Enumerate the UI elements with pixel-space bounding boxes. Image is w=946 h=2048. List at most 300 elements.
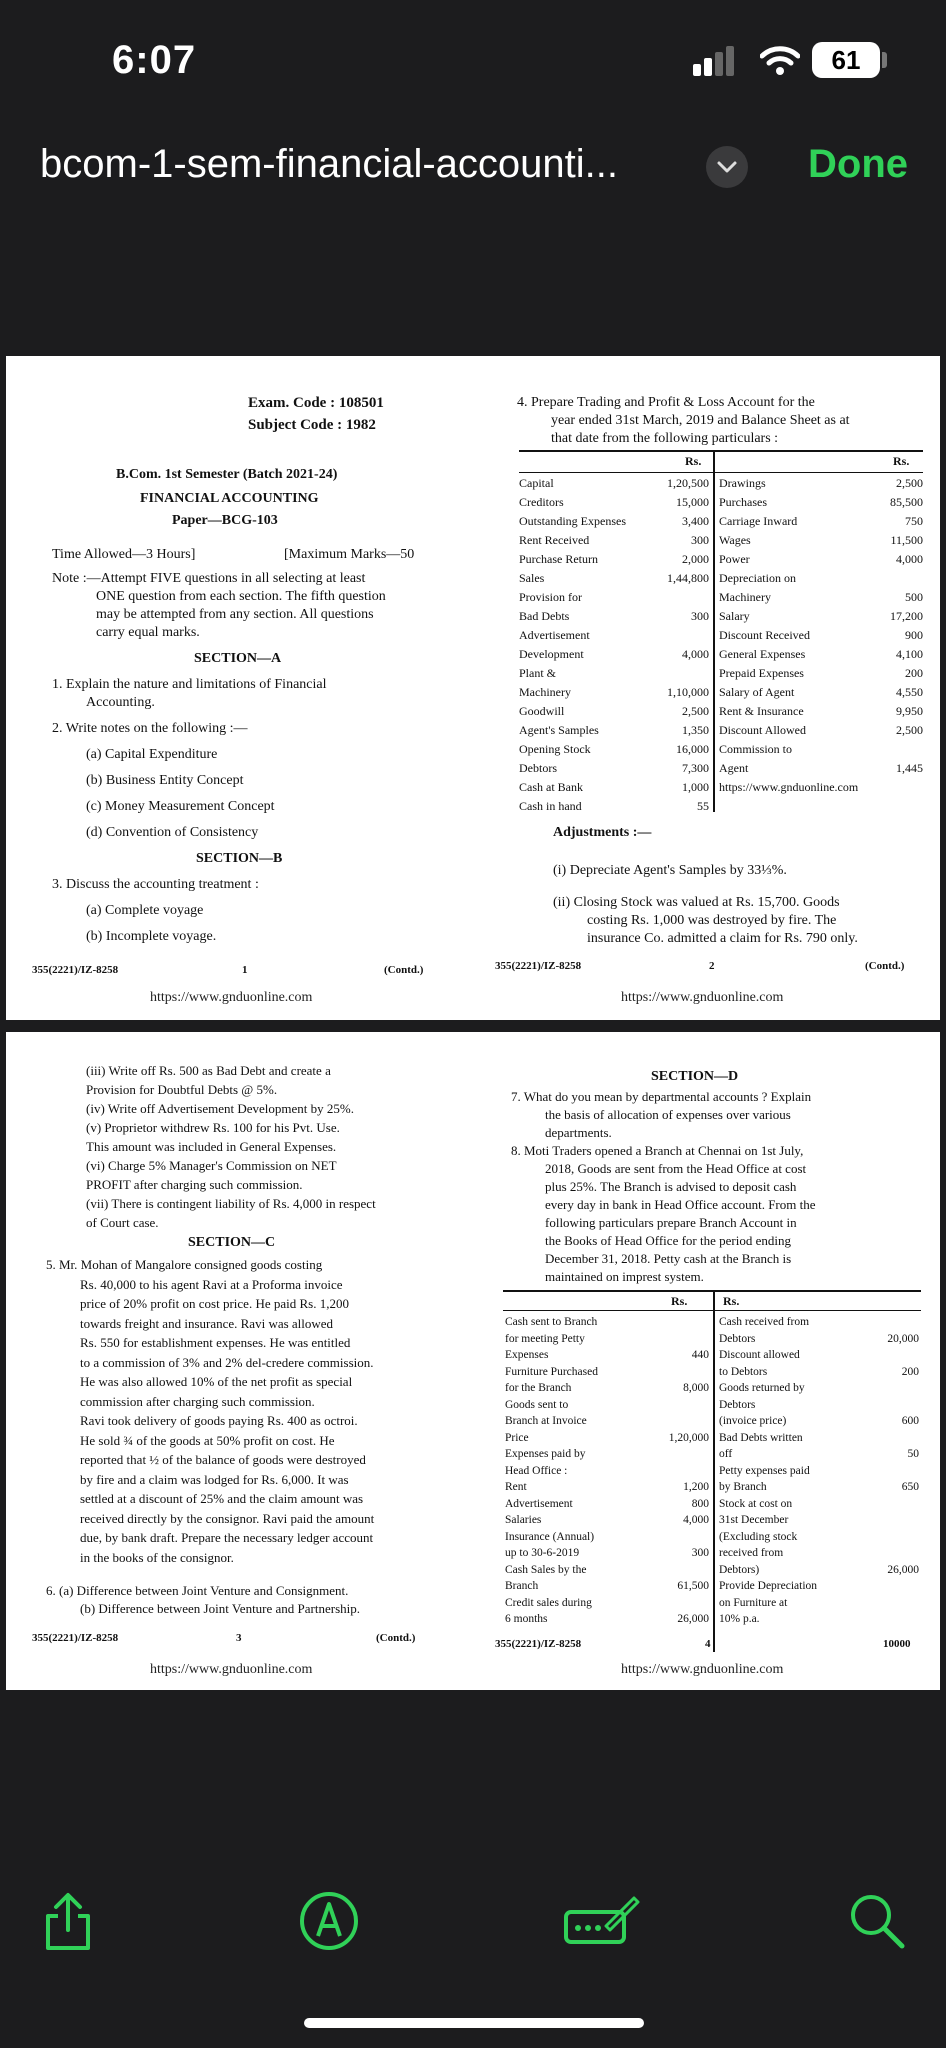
q5-line: to a commission of 3% and 2% del-credere commission. — [80, 1354, 374, 1370]
table-row — [505, 1578, 709, 1595]
row-label: Branch — [505, 1580, 539, 1592]
table-row — [719, 512, 923, 531]
course-title: B.Com. 1st Semester (Batch 2021-24) — [116, 467, 338, 482]
table-row — [519, 550, 709, 569]
row-amount: 55 — [697, 799, 709, 813]
table-row — [719, 1512, 919, 1529]
adjustment-ii-line-3: insurance Co. admitted a claim for Rs. 790 only. — [587, 931, 858, 946]
table-row — [719, 531, 923, 550]
row-label: Furniture Purchased — [505, 1365, 598, 1378]
row-label: Cash received from — [719, 1316, 810, 1328]
status-time: 6:07 — [112, 38, 197, 82]
row-label: Stock at cost on — [719, 1497, 793, 1510]
branch-divider — [713, 1290, 715, 1652]
ledger-left-table — [519, 474, 709, 816]
row-amount: 2,500 — [682, 704, 709, 718]
table-row — [719, 607, 923, 626]
page2-footer-contd: (Contd.) — [865, 960, 905, 972]
question-6-b: (b) Difference between Joint Venture and Partnership. — [80, 1601, 361, 1616]
table-row — [719, 702, 923, 721]
q5-line: He was also allowed 10% of the net profit as special — [80, 1374, 353, 1389]
table-row — [505, 1314, 709, 1331]
max-marks: [Maximum Marks—50 — [284, 547, 415, 562]
q3-item-a: (a) Complete voyage — [86, 903, 204, 918]
row-amount: 61,500 — [677, 1580, 709, 1592]
adjustments-heading: Adjustments :— — [553, 825, 652, 840]
row-amount: 750 — [905, 514, 923, 528]
row-label: Cash in hand — [519, 799, 582, 813]
table-row — [719, 1397, 919, 1414]
row-label: Debtors) — [719, 1563, 760, 1576]
row-label: Insurance (Annual) — [505, 1530, 595, 1543]
page1-footer-number: 1 — [242, 964, 248, 976]
row-amount: 300 — [691, 1547, 709, 1559]
row-amount: 1,445 — [896, 761, 923, 775]
ledger-right-table — [719, 474, 923, 797]
table-row — [505, 1397, 709, 1414]
row-amount: 300 — [691, 609, 709, 623]
note-line-1: Note :—Attempt FIVE questions in all selecting at least — [52, 571, 366, 586]
q5-line: by fire and a claim was lodged for Rs. 6,000. It was — [80, 1471, 349, 1487]
row-amount: 440 — [691, 1349, 709, 1361]
table-row — [505, 1347, 709, 1364]
row-label: Salaries — [505, 1514, 542, 1526]
battery-tip — [882, 52, 887, 68]
row-label: Salary of Agent — [719, 685, 795, 699]
table-row — [519, 702, 709, 721]
row-amount: 300 — [691, 533, 709, 547]
row-amount: 1,20,500 — [667, 476, 709, 490]
row-label: Power — [719, 552, 750, 566]
table-row — [505, 1545, 709, 1562]
table-row — [505, 1331, 709, 1348]
done-button[interactable]: Done — [808, 142, 908, 186]
table-row — [719, 1331, 919, 1348]
page1-right-column — [473, 356, 940, 1020]
p2left-line: Provision for Doubtful Debts @ 5%. — [86, 1082, 278, 1097]
row-amount: 8,000 — [683, 1382, 709, 1394]
row-label: Petty expenses paid — [719, 1464, 810, 1477]
question-4-line-2: year ended 31st March, 2019 and Balance Sheet as at — [551, 413, 850, 428]
q5-line: price of 20% profit on cost price. He paid Rs. 1,200 — [80, 1296, 349, 1311]
q5-line: received directly by the consignor. Ravi paid the amount — [80, 1510, 375, 1526]
row-label: Wages — [719, 533, 751, 547]
table-row — [505, 1463, 709, 1480]
row-amount: 1,000 — [682, 780, 709, 794]
table-row — [719, 1595, 919, 1612]
table-row — [505, 1529, 709, 1546]
row-amount: 9,950 — [896, 704, 923, 718]
row-label: Provide Depreciation — [719, 1580, 818, 1592]
page2-url-left[interactable]: https://www.gnduonline.com — [150, 1662, 313, 1677]
ledger-rs-right: Rs. — [893, 454, 910, 468]
row-amount: 1,44,800 — [667, 571, 709, 585]
row-amount: 16,000 — [676, 742, 709, 756]
row-label: Rent & Insurance — [719, 704, 804, 718]
branch-rs-left: Rs. — [671, 1294, 688, 1308]
table-row — [505, 1595, 709, 1612]
page3-footer-contd: (Contd.) — [376, 1632, 416, 1644]
row-label: Outstanding Expenses — [519, 514, 626, 528]
table-row — [719, 1496, 919, 1513]
signal-icon — [693, 44, 735, 76]
table-row — [719, 626, 923, 645]
row-label: Head Office : — [505, 1464, 568, 1477]
table-row — [505, 1496, 709, 1513]
table-row — [505, 1479, 709, 1496]
p2left-line: (vi) Charge 5% Manager's Commission on NET — [86, 1158, 337, 1173]
table-row — [519, 531, 709, 550]
document-page-1 — [6, 356, 940, 1020]
page2-right-column — [473, 1032, 940, 1690]
share-icon[interactable] — [40, 1890, 96, 1954]
table-row — [719, 1314, 919, 1331]
p2left-line: This amount was included in General Expenses. — [86, 1139, 337, 1154]
row-label: Expenses — [505, 1349, 549, 1361]
q8-line: December 31, 2018. Petty cash at the Branch is — [545, 1251, 792, 1266]
page1-footer-contd: (Contd.) — [384, 964, 424, 976]
page1-url-left[interactable]: https://www.gnduonline.com — [150, 990, 313, 1005]
row-label: Debtors — [719, 1332, 756, 1345]
row-amount: 26,000 — [887, 1563, 919, 1576]
branch-top-rule — [503, 1290, 921, 1292]
table-row — [505, 1413, 709, 1430]
row-label: Purchases — [719, 495, 767, 509]
q8-line: the Books of Head Office for the period ending — [545, 1233, 791, 1248]
page1-footer-code: 355(2221)/IZ-8258 — [32, 964, 119, 976]
q2-item-c: (c) Money Measurement Concept — [86, 799, 275, 814]
table-row — [505, 1611, 709, 1628]
ledger-header-rule — [519, 472, 923, 473]
row-amount: 2,000 — [682, 552, 709, 566]
time-allowed: Time Allowed—3 Hours] — [52, 547, 196, 562]
note-line-3: may be attempted from any section. All questions — [96, 607, 374, 622]
subject-title: FINANCIAL ACCOUNTING — [140, 491, 319, 506]
q2-item-a: (a) Capital Expenditure — [86, 747, 218, 762]
subject-code: Subject Code : 1982 — [248, 417, 376, 433]
row-label: Expenses paid by — [505, 1448, 586, 1460]
q5-line: settled at a discount of 25% and the claim amount was — [80, 1491, 364, 1506]
row-label: Goodwill — [519, 704, 565, 718]
row-amount: 900 — [905, 628, 923, 642]
row-amount: 11,500 — [890, 533, 923, 547]
table-row — [719, 1446, 919, 1463]
table-row — [719, 645, 923, 664]
table-row — [719, 1364, 919, 1381]
table-row — [719, 1413, 919, 1430]
q3-item-b: (b) Incomplete voyage. — [86, 929, 217, 944]
table-row — [719, 1611, 919, 1628]
table-row — [719, 1463, 919, 1480]
row-label: Agent's Samples — [519, 723, 599, 737]
q8-line: maintained on imprest system. — [545, 1269, 704, 1284]
q8-line: 2018, Goods are sent from the Head Office at cost — [545, 1161, 807, 1176]
adjustment-i: (i) Depreciate Agent's Samples by 33⅓%. — [553, 863, 787, 878]
q8-line: every day in bank in Head Office account. From the — [545, 1197, 816, 1212]
chevron-down-icon[interactable] — [706, 146, 748, 188]
row-amount: 3,400 — [682, 514, 709, 528]
row-amount: 650 — [901, 1481, 919, 1493]
row-label: Provision for — [519, 590, 582, 604]
branch-right-table — [719, 1314, 919, 1628]
row-amount: 600 — [901, 1415, 919, 1427]
row-label: Rent Received — [519, 533, 590, 547]
branch-header-rule — [503, 1310, 921, 1311]
q5-line: towards freight and insurance. Ravi was allowed — [80, 1315, 334, 1331]
row-label: on Furniture at — [719, 1596, 788, 1609]
p2left-line: (iii) Write off Rs. 500 as Bad Debt and create a — [86, 1063, 331, 1078]
document-page-2 — [6, 1032, 940, 1690]
table-row — [719, 1529, 919, 1546]
row-label: Plant & — [519, 666, 557, 680]
table-row — [519, 721, 709, 740]
row-label: Carriage Inward — [719, 514, 798, 528]
table-row — [519, 778, 709, 797]
table-row — [519, 740, 709, 759]
q8-line: 8. Moti Traders opened a Branch at Chennai on 1st July, — [511, 1143, 804, 1158]
table-row — [519, 683, 709, 702]
table-row — [719, 1562, 919, 1579]
row-label: received from — [719, 1547, 784, 1559]
row-label: Development — [519, 647, 584, 661]
page4-footer-number: 4 — [705, 1638, 711, 1650]
q7-line: 7. What do you mean by departmental accounts ? Explain — [511, 1089, 812, 1104]
table-row — [719, 1347, 919, 1364]
row-amount: 200 — [901, 1365, 919, 1378]
row-amount: 4,550 — [896, 685, 923, 699]
section-b-heading: SECTION—B — [196, 851, 283, 866]
question-4-line-1: 4. Prepare Trading and Profit & Loss Account for the — [517, 395, 815, 410]
row-label: Creditors — [519, 495, 564, 509]
ledger-divider — [713, 450, 715, 812]
page2-footer-number: 2 — [709, 960, 715, 972]
search-icon[interactable] — [846, 1890, 908, 1952]
page2-footer-code: 355(2221)/IZ-8258 — [495, 960, 582, 972]
row-label: by Branch — [719, 1481, 767, 1493]
table-row — [519, 493, 709, 512]
home-indicator[interactable] — [304, 2018, 644, 2028]
row-label: (invoice price) — [719, 1415, 787, 1427]
row-amount: 4,000 — [896, 552, 923, 566]
row-amount: 85,500 — [890, 495, 923, 509]
table-row — [505, 1430, 709, 1447]
row-label: Discount allowed — [719, 1349, 800, 1361]
row-amount: 50 — [907, 1448, 919, 1460]
row-label: Price — [505, 1431, 529, 1444]
row-label: Drawings — [719, 476, 766, 490]
q5-line: 5. Mr. Mohan of Mangalore consigned goods costing — [46, 1257, 323, 1272]
q5-line: due, by bank draft. Prepare the necessary ledger account — [80, 1530, 374, 1545]
page2-url-right[interactable]: https://www.gnduonline.com — [621, 1662, 784, 1677]
row-amount: 1,10,000 — [667, 685, 709, 699]
table-row — [519, 607, 709, 626]
paper-code: Paper—BCG-103 — [172, 513, 278, 528]
row-amount: 1,350 — [682, 723, 709, 737]
row-label: Advertisement — [505, 1497, 573, 1510]
row-label: Bad Debts — [519, 609, 570, 623]
page3-footer-number: 3 — [236, 1632, 242, 1644]
question-6-a: 6. (a) Difference between Joint Venture and Consignment. — [46, 1583, 349, 1598]
row-label: off — [719, 1448, 733, 1460]
document-title[interactable]: bcom-1-sem-financial-accounti... — [40, 142, 618, 186]
row-amount: 4,000 — [683, 1514, 709, 1526]
row-label: Debtors — [519, 761, 557, 775]
page4-footer-code: 355(2221)/IZ-8258 — [495, 1638, 582, 1650]
row-label: Prepaid Expenses — [719, 666, 804, 680]
q8-line: following particulars prepare Branch Account in — [545, 1215, 797, 1230]
ledger-top-rule — [519, 450, 923, 452]
table-row — [719, 683, 923, 702]
row-amount: 1,20,000 — [668, 1431, 709, 1444]
note-line-2: ONE question from each section. The fifth question — [96, 589, 386, 604]
row-label: Machinery — [719, 590, 771, 604]
q2-item-d: (d) Convention of Consistency — [86, 825, 259, 840]
branch-rs-right: Rs. — [723, 1294, 740, 1308]
table-row — [719, 1479, 919, 1496]
row-amount: 1,200 — [683, 1481, 709, 1493]
page4-footer-count: 10000 — [883, 1638, 911, 1650]
battery-icon: 61 — [812, 42, 880, 78]
row-label: Cash Sales by the — [505, 1563, 587, 1576]
row-label: Goods sent to — [505, 1398, 569, 1411]
table-row — [519, 645, 709, 664]
table-row — [719, 550, 923, 569]
table-row — [719, 740, 923, 759]
row-label: Salary — [719, 609, 750, 623]
row-amount: 200 — [905, 666, 923, 680]
table-row — [719, 721, 923, 740]
q5-line: He sold ¾ of the goods at 50% profit on cost. He — [80, 1432, 335, 1448]
page1-left-column — [6, 356, 473, 1020]
row-label: Discount Received — [719, 628, 810, 642]
row-label: 6 months — [505, 1613, 548, 1625]
row-label: Opening Stock — [519, 742, 591, 756]
adjustment-ii-line-1: (ii) Closing Stock was valued at Rs. 15,700. Goods — [553, 895, 840, 910]
table-row — [719, 588, 923, 607]
row-label: Machinery — [519, 685, 571, 699]
row-amount: 7,300 — [682, 761, 709, 775]
table-row — [519, 474, 709, 493]
table-row — [719, 759, 923, 778]
p2left-line: (iv) Write off Advertisement Development by 25%. — [86, 1101, 354, 1116]
table-row — [719, 778, 923, 797]
page2-left-column — [6, 1032, 473, 1690]
table-row — [719, 493, 923, 512]
row-label: 31st December — [719, 1514, 789, 1526]
q5-line: Rs. 40,000 to his agent Ravi at a Proforma invoice — [80, 1276, 343, 1292]
p2left-line: (v) Proprietor withdrew Rs. 100 for his Pvt. Use. — [86, 1120, 340, 1135]
table-row — [519, 664, 709, 683]
section-d-heading: SECTION—D — [651, 1069, 739, 1084]
row-label: Branch at Invoice — [505, 1415, 587, 1427]
table-row — [719, 474, 923, 493]
p2left-line: of Court case. — [86, 1215, 159, 1230]
table-row — [519, 512, 709, 531]
row-label: Purchase Return — [519, 552, 598, 566]
section-c-heading: SECTION—C — [188, 1235, 276, 1250]
table-row — [519, 626, 709, 645]
row-amount: 15,000 — [676, 495, 709, 509]
row-amount: 26,000 — [677, 1613, 709, 1625]
section-a-heading: SECTION—A — [194, 651, 282, 666]
signature-icon[interactable] — [562, 1890, 642, 1950]
row-label: (Excluding stock — [719, 1530, 798, 1543]
row-label: Bad Debts written — [719, 1431, 803, 1444]
row-amount: 20,000 — [887, 1332, 919, 1345]
ledger-rs-left: Rs. — [685, 454, 702, 468]
table-row — [505, 1364, 709, 1381]
exam-code: Exam. Code : 108501 — [248, 395, 384, 411]
q7-line: departments. — [545, 1125, 612, 1140]
table-row — [719, 1545, 919, 1562]
row-label: up to 30-6-2019 — [505, 1547, 580, 1559]
row-label: to Debtors — [719, 1365, 768, 1378]
row-label: for meeting Petty — [505, 1332, 585, 1345]
branch-left-table — [505, 1314, 709, 1628]
row-label: Commission to — [719, 742, 793, 756]
row-label: Debtors — [719, 1398, 756, 1411]
markup-icon[interactable] — [298, 1890, 360, 1952]
row-amount: 2,500 — [896, 476, 923, 490]
table-row — [505, 1446, 709, 1463]
table-row — [719, 1380, 919, 1397]
row-amount: 800 — [691, 1497, 709, 1510]
q5-line: in the books of the consignor. — [80, 1549, 234, 1565]
row-label: Depreciation on — [719, 571, 796, 585]
adjustment-ii-line-2: costing Rs. 1,000 was destroyed by fire. The — [587, 913, 837, 928]
row-label: Rent — [505, 1481, 527, 1493]
row-label: Credit sales during — [505, 1596, 592, 1609]
q5-line: reported that ½ of the balance of goods were destroyed — [80, 1452, 366, 1467]
row-label: Discount Allowed — [719, 723, 806, 737]
table-row — [719, 1430, 919, 1447]
q5-line: Rs. 550 for establishment expenses. He was entitled — [80, 1335, 351, 1350]
table-row — [505, 1380, 709, 1397]
row-label: General Expenses — [719, 647, 806, 661]
row-label: Cash sent to Branch — [505, 1316, 598, 1328]
row-amount: 500 — [905, 590, 923, 604]
page3-footer-code: 355(2221)/IZ-8258 — [32, 1632, 119, 1644]
question-3: 3. Discuss the accounting treatment : — [52, 877, 259, 892]
page1-url-right[interactable]: https://www.gnduonline.com — [621, 990, 784, 1005]
row-label: for the Branch — [505, 1382, 572, 1394]
table-row — [505, 1562, 709, 1579]
q2-item-b: (b) Business Entity Concept — [86, 773, 244, 788]
row-label: Advertisement — [519, 628, 590, 642]
table-row — [505, 1512, 709, 1529]
note-line-4: carry equal marks. — [96, 625, 200, 640]
table-row — [519, 759, 709, 778]
row-label: Capital — [519, 476, 554, 490]
row-label: Agent — [719, 761, 749, 775]
question-1-line-2: Accounting. — [86, 695, 155, 710]
row-amount: 17,200 — [890, 609, 923, 623]
p2left-line: PROFIT after charging such commission. — [86, 1177, 303, 1192]
question-1-line-1: 1. Explain the nature and limitations of Financial — [52, 677, 327, 692]
q5-line: commission after charging such commission. — [80, 1393, 315, 1409]
row-label: Sales — [519, 571, 545, 585]
q5-line: Ravi took delivery of goods paying Rs. 400 as octroi. — [80, 1413, 358, 1428]
question-4-line-3: that date from the following particulars : — [551, 431, 779, 446]
q8-line: plus 25%. The Branch is advised to deposit cash — [545, 1179, 797, 1194]
table-row — [519, 797, 709, 816]
table-row — [519, 569, 709, 588]
table-row — [719, 569, 923, 588]
table-row — [719, 1578, 919, 1595]
p2left-line: (vii) There is contingent liability of Rs. 4,000 in respect — [86, 1196, 376, 1211]
row-label: 10% p.a. — [719, 1613, 760, 1625]
table-row — [519, 588, 709, 607]
